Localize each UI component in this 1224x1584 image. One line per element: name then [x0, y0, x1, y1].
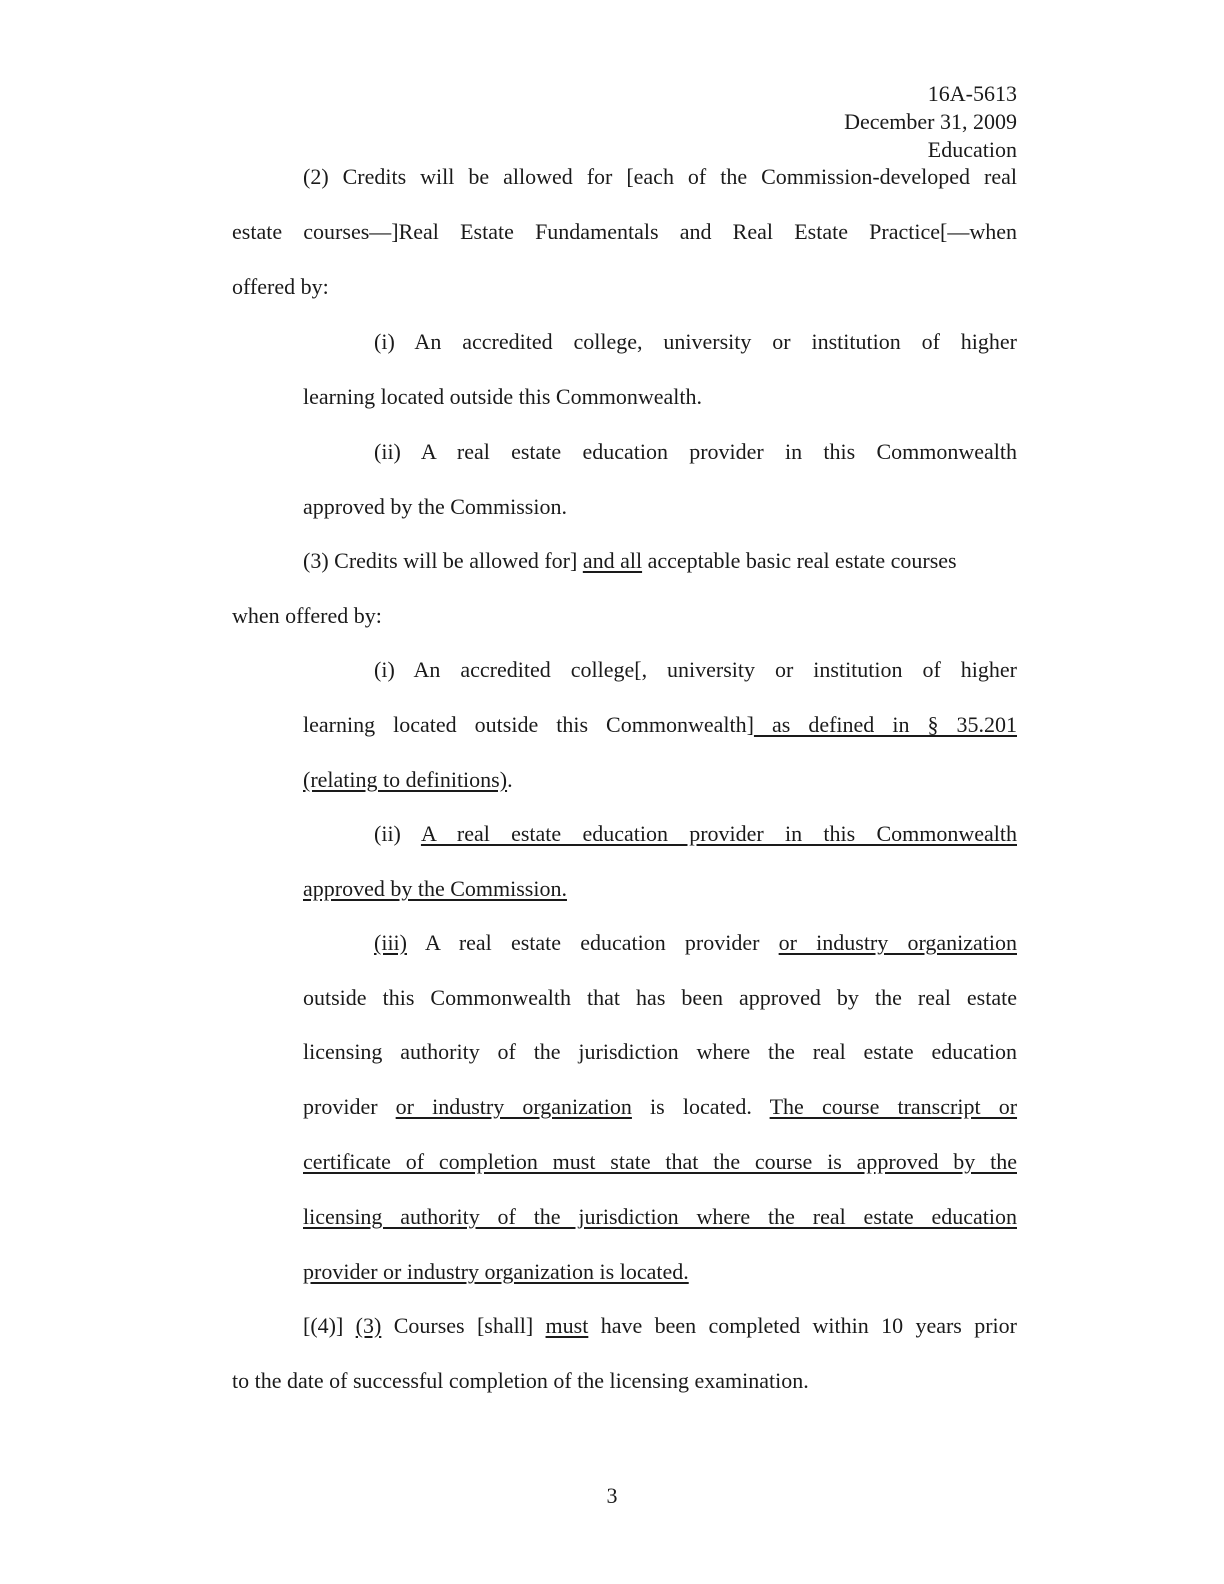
p3-line-1 [303, 546, 957, 576]
p3-inserted-and-all: and all [582, 548, 643, 573]
p3-iii-text-c: is located. [631, 1094, 770, 1119]
p3-i-inserted-b: (relating to definitions) [303, 767, 508, 792]
p2-line-1: (2) Credits will be allowed for [each of the Commission-developed real [303, 164, 1017, 189]
p4-text-c: have been completed within 10 years prior [588, 1313, 1017, 1338]
p3-iii-line-7: provider or industry organization is located. [303, 1259, 689, 1284]
p3-iii-line-3: licensing authority of the jurisdiction where the real estate education [303, 1039, 1017, 1064]
p3-text-a: (3) Credits will be allowed for] [303, 548, 583, 573]
p3-i-text-a: learning located outside this Commonwealth] [303, 712, 754, 737]
p4-line-2: to the date of successful completion of the licensing examination. [232, 1368, 809, 1393]
p4-inserted-must: must [545, 1313, 589, 1338]
p2-i-line-2: learning located outside this Commonwealth. [303, 384, 702, 409]
p3-i-inserted-a: as defined in § 35.201 [753, 712, 1017, 737]
p3-iii-text-b: provider [303, 1094, 396, 1119]
doc-date: December 31, 2009 [844, 109, 1017, 134]
p3-i-line-1: (i) An accredited college[, university or institution of higher [374, 657, 1017, 682]
p3-iii-line-2: outside this Commonwealth that has been approved by the real estate [303, 985, 1017, 1010]
p3-ii-inserted-a: A real estate education provider in this Commonwealth [420, 821, 1017, 846]
p3-i-period: . [507, 767, 513, 792]
p3-text-b: acceptable basic real estate courses [642, 548, 957, 573]
p3-iii-line-1 [374, 928, 1017, 958]
p2-ii-line-1: (ii) A real estate education provider in this Commonwealth [374, 439, 1017, 464]
p3-iii-line-4 [303, 1092, 1017, 1122]
p2-ii-line-2: approved by the Commission. [303, 494, 567, 519]
p3-i-line-3 [303, 765, 513, 795]
p3-iii-line-5: certificate of completion must state that the course is approved by the [303, 1149, 1017, 1174]
p4-inserted-number: (3) [355, 1313, 382, 1338]
p3-iii-inserted-a: or industry organization [778, 930, 1017, 955]
p4-text-a: [(4)] [303, 1313, 356, 1338]
p3-iii-line-6: licensing authority of the jurisdiction where the real estate education [303, 1204, 1017, 1229]
p3-iii-inserted-b: or industry organization [395, 1094, 632, 1119]
p2-line-2: estate courses—]Real Estate Fundamentals and Real Estate Practice[—when [232, 219, 1017, 244]
p2-line-3: offered by: [232, 274, 329, 299]
p2-i-line-1: (i) An accredited college, university or institution of higher [374, 329, 1017, 354]
p3-iii-text-a: A real estate education provider [407, 930, 779, 955]
p3-iii-inserted-c: The course transcript or [769, 1094, 1018, 1119]
p4-line-1 [303, 1311, 1017, 1341]
p3-ii-inserted-b: approved by the Commission. [303, 876, 567, 901]
page-number: 3 [606, 1483, 618, 1508]
p3-line-2: when offered by: [232, 603, 382, 628]
doc-subject: Education [927, 137, 1017, 162]
p3-ii-line-2 [303, 874, 567, 904]
p3-ii-line-1 [374, 819, 1017, 849]
p4-text-b: Courses [shall] [381, 1313, 546, 1338]
p3-iii-number: (iii) [374, 930, 407, 955]
p3-ii-text-a: (ii) [374, 821, 421, 846]
doc-number: 16A-5613 [927, 81, 1017, 106]
document-header [844, 80, 1017, 164]
p3-i-line-2 [303, 710, 1017, 740]
